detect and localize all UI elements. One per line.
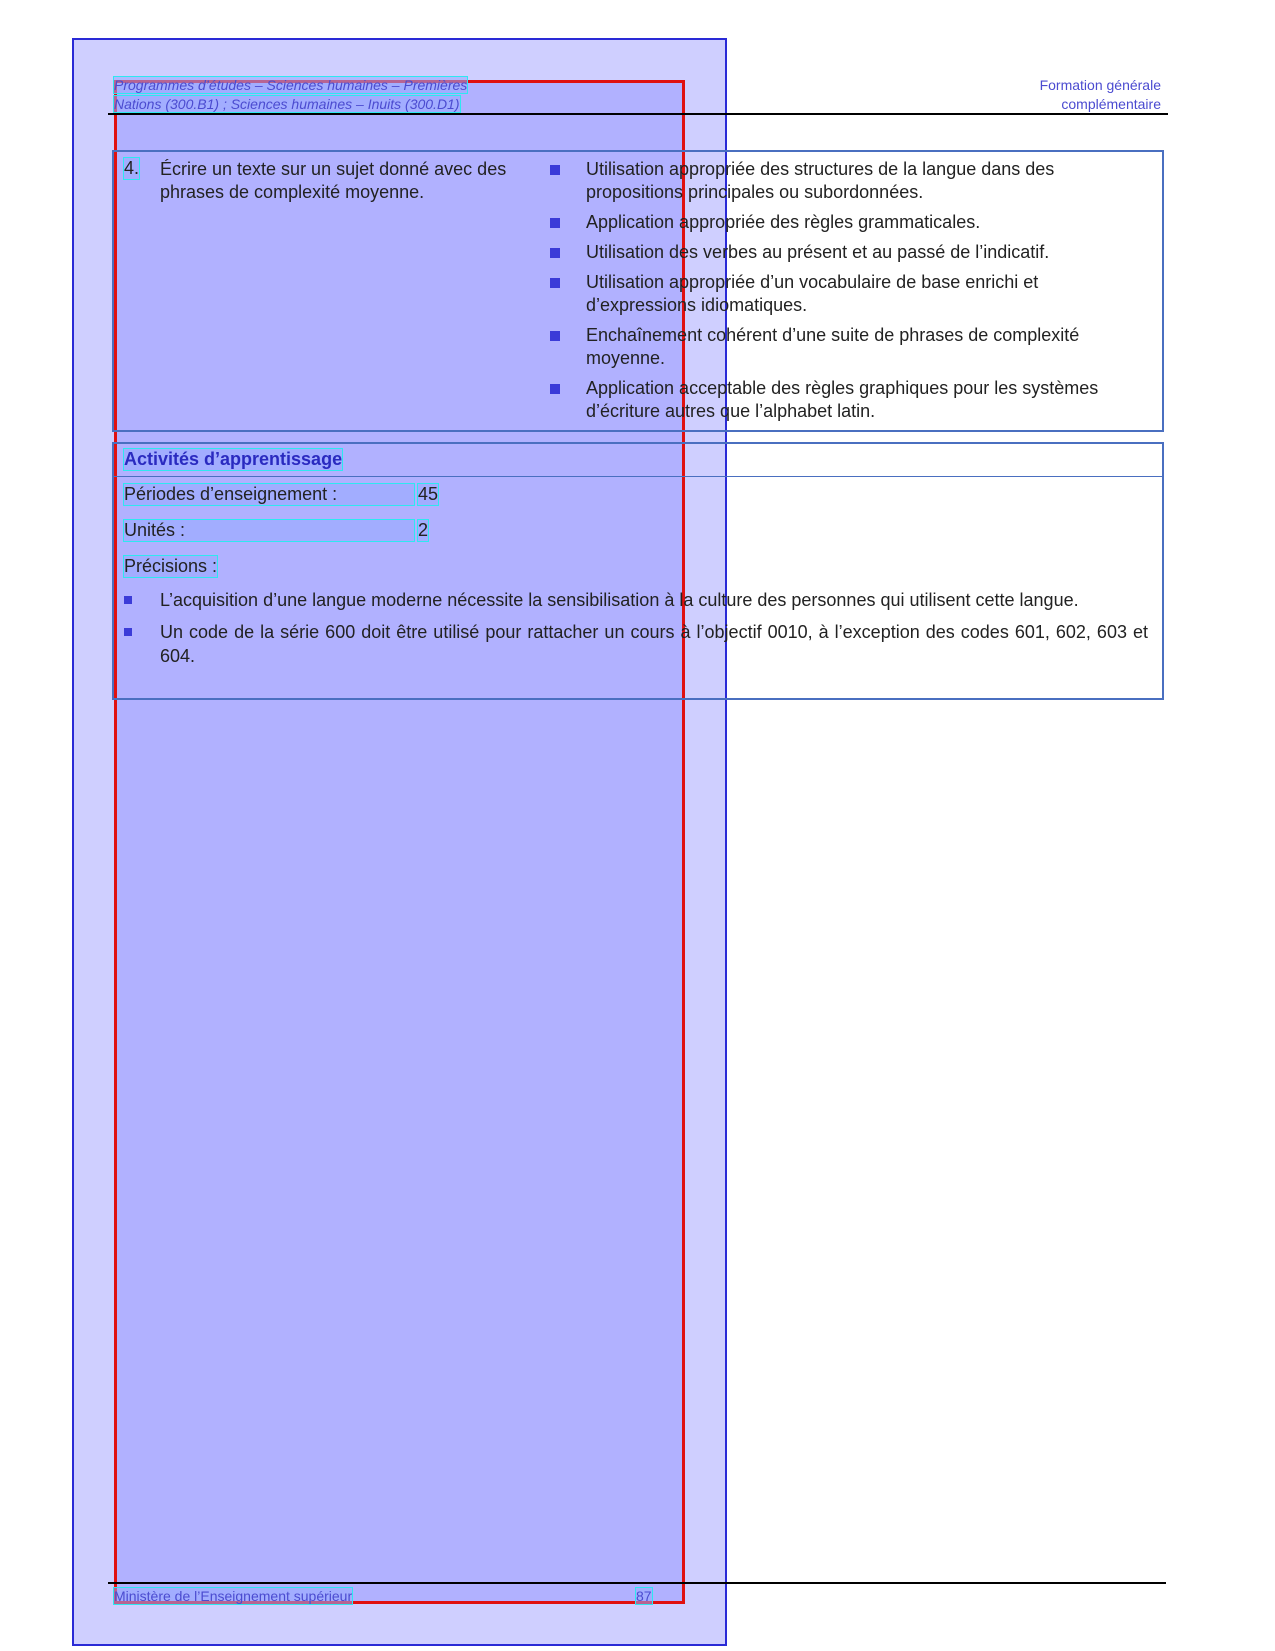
header-formation-line1: Formation générale <box>1039 77 1161 93</box>
criterion-item <box>550 271 1150 317</box>
criterion-text: Application acceptable des règles graphiques pour les systèmes d’écriture autres que l’alphabet latin. <box>586 378 1099 421</box>
precisions-label: Précisions : <box>124 556 218 576</box>
units-value: 2 <box>418 520 429 540</box>
units-label: Unités : <box>124 520 414 541</box>
header-program-line2: Nations (300.B1) ; Sciences humaines – Inuits (300.D1) <box>114 96 460 112</box>
objective-number: 4. <box>124 158 140 178</box>
criterion-item <box>550 211 1150 234</box>
objective-text: Écrire un texte sur un sujet donné avec des phrases de complexité moyenne. <box>160 159 507 202</box>
criterion-item <box>550 324 1150 370</box>
bullet-icon <box>550 248 560 258</box>
criterion-item <box>550 158 1150 204</box>
bullet-icon <box>550 331 560 341</box>
precision-item <box>124 588 1148 612</box>
bullet-icon <box>124 596 132 604</box>
footer-ministry: Ministère de l’Enseignement supérieur <box>114 1588 353 1604</box>
bullet-icon <box>124 628 132 636</box>
activities-title: Activités d’apprentissage <box>124 449 343 469</box>
periods-label: Périodes d’enseignement : <box>124 484 414 505</box>
precision-text: Un code de la série 600 doit être utilisé pour rattacher un cours à l’objectif 0010, à l’exception des codes 601, 602, 603 et 604. <box>160 622 1148 666</box>
bullet-icon <box>550 278 560 288</box>
periods-value: 45 <box>418 484 439 504</box>
precision-text: L’acquisition d’une langue moderne nécessite la sensibilisation à la culture des personnes qui utilisent cette langue. <box>160 590 1079 610</box>
bullet-icon <box>550 384 560 394</box>
criterion-text: Utilisation appropriée d’un vocabulaire de base enrichi et d’expressions idiomatiques. <box>586 272 1039 315</box>
criterion-text: Utilisation appropriée des structures de la langue dans des propositions principales ou subordonnées. <box>586 159 1055 202</box>
criterion-item <box>550 377 1150 423</box>
footer-rule <box>108 1582 1166 1584</box>
criteria-list <box>550 158 1150 430</box>
header-formation-line2: complémentaire <box>1061 96 1161 112</box>
bullet-icon <box>550 218 560 228</box>
criterion-text: Utilisation des verbes au présent et au passé de l’indicatif. <box>586 242 1050 262</box>
precisions-list <box>124 588 1148 676</box>
activities-divider <box>114 476 1162 477</box>
header-program-line1: Programmes d’études – Sciences humaines – Premières <box>114 77 468 93</box>
criterion-text: Enchaînement cohérent d’une suite de phrases de complexité moyenne. <box>586 325 1080 368</box>
header-rule <box>108 113 1168 115</box>
bullet-icon <box>550 165 560 175</box>
criterion-item <box>550 241 1150 264</box>
precision-item <box>124 620 1148 668</box>
footer-page-number: 87 <box>636 1588 652 1604</box>
criterion-text: Application appropriée des règles grammaticales. <box>586 212 981 232</box>
